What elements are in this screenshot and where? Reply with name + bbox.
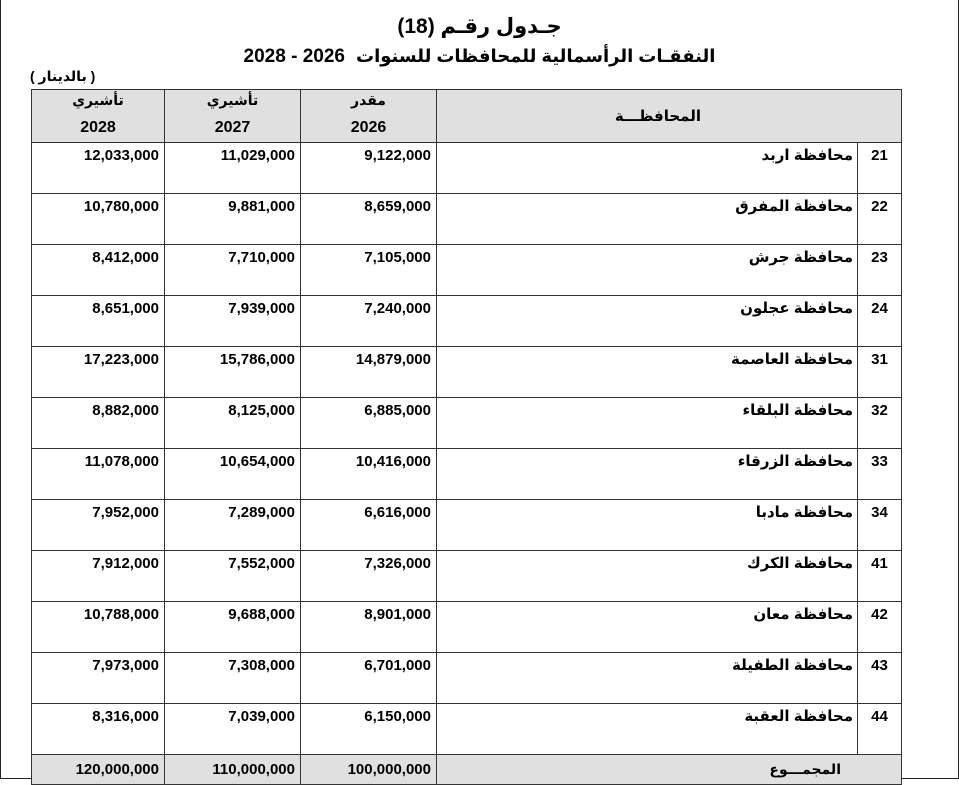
value-2027: 7,308,000 [165,653,301,704]
governorate-name: محافظة اربد [437,143,858,194]
value-2028: 10,788,000 [32,602,165,653]
table-row [32,602,902,653]
header-2026-type: مقدر [351,91,386,108]
total-2028: 120,000,000 [32,755,165,785]
value-2026: 7,240,000 [301,296,437,347]
value-2026: 6,150,000 [301,704,437,755]
value-2028: 8,882,000 [32,398,165,449]
governorate-name: محافظة جرش [437,245,858,296]
value-2027: 9,881,000 [165,194,301,245]
header-2027-year: 2027 [214,118,251,136]
value-2027: 7,289,000 [165,500,301,551]
value-2027: 11,029,000 [165,143,301,194]
governorate-name: محافظة مادبا [437,500,858,551]
value-2027: 7,039,000 [165,704,301,755]
table-row [32,704,902,755]
value-2027: 10,654,000 [165,449,301,500]
value-2026: 7,326,000 [301,551,437,602]
governorate-code: 42 [858,602,902,653]
governorate-code: 31 [858,347,902,398]
header-2027-type: تأشيري [206,91,259,108]
value-2027: 7,552,000 [165,551,301,602]
table-row [32,500,902,551]
value-2026: 9,122,000 [301,143,437,194]
governorate-code: 32 [858,398,902,449]
governorate-code: 22 [858,194,902,245]
total-row [32,755,902,785]
value-2026: 8,901,000 [301,602,437,653]
value-2027: 15,786,000 [165,347,301,398]
governorate-code: 23 [858,245,902,296]
table-number-title: جـدول رقـم (18) [397,15,562,38]
governorate-name: محافظة البلقاء [437,398,858,449]
governorate-name: محافظة الكرك [437,551,858,602]
value-2028: 11,078,000 [32,449,165,500]
header-2026 [301,90,437,143]
table-header-row [32,90,902,143]
table-row [32,551,902,602]
value-2028: 8,651,000 [32,296,165,347]
governorate-name: محافظة عجلون [437,296,858,347]
header-governorate: المحافظـــة [437,90,902,143]
total-2027: 110,000,000 [165,755,301,785]
value-2026: 6,885,000 [301,398,437,449]
header-2028-year: 2028 [80,118,116,136]
value-2026: 6,701,000 [301,653,437,704]
governorate-name: محافظة العاصمة [437,347,858,398]
value-2028: 7,952,000 [32,500,165,551]
value-2026: 7,105,000 [301,245,437,296]
governorate-name: محافظة الطفيلة [437,653,858,704]
total-label: المجمـــوع [437,755,902,785]
subtitle-text: النفقـات الرأسمالية للمحافظات للسنوات [356,46,716,66]
value-2026: 14,879,000 [301,347,437,398]
value-2026: 8,659,000 [301,194,437,245]
header-2027 [165,90,301,143]
currency-unit-note: ( بالدينار ) [30,68,96,84]
value-2026: 10,416,000 [301,449,437,500]
value-2028: 7,973,000 [32,653,165,704]
value-2028: 17,223,000 [32,347,165,398]
table-row [32,653,902,704]
table-row [32,347,902,398]
value-2028: 8,316,000 [32,704,165,755]
governorate-code: 44 [858,704,902,755]
value-2027: 8,125,000 [165,398,301,449]
governorate-code: 41 [858,551,902,602]
governorate-name: محافظة الزرقاء [437,449,858,500]
table-row [32,398,902,449]
governorate-name: محافظة المفرق [437,194,858,245]
governorate-name: محافظة معان [437,602,858,653]
value-2028: 7,912,000 [32,551,165,602]
governorate-code: 34 [858,500,902,551]
governorate-code: 33 [858,449,902,500]
header-2026-year: 2026 [350,118,387,136]
table-row [32,245,902,296]
table-row [32,296,902,347]
table-row [32,143,902,194]
capital-expenditure-table [31,89,902,785]
governorate-code: 43 [858,653,902,704]
table-row [32,449,902,500]
table-subtitle [0,46,959,68]
table-body [32,143,902,755]
total-2026: 100,000,000 [301,755,437,785]
governorate-code: 21 [858,143,902,194]
subtitle-years: 2026 - 2028 [243,46,345,67]
value-2027: 9,688,000 [165,602,301,653]
governorate-code: 24 [858,296,902,347]
value-2026: 6,616,000 [301,500,437,551]
value-2028: 10,780,000 [32,194,165,245]
value-2027: 7,939,000 [165,296,301,347]
header-2028 [32,90,165,143]
header-2028-type: تأشيري [72,91,124,108]
value-2028: 8,412,000 [32,245,165,296]
value-2027: 7,710,000 [165,245,301,296]
governorate-name: محافظة العقبة [437,704,858,755]
value-2028: 12,033,000 [32,143,165,194]
table-row [32,194,902,245]
